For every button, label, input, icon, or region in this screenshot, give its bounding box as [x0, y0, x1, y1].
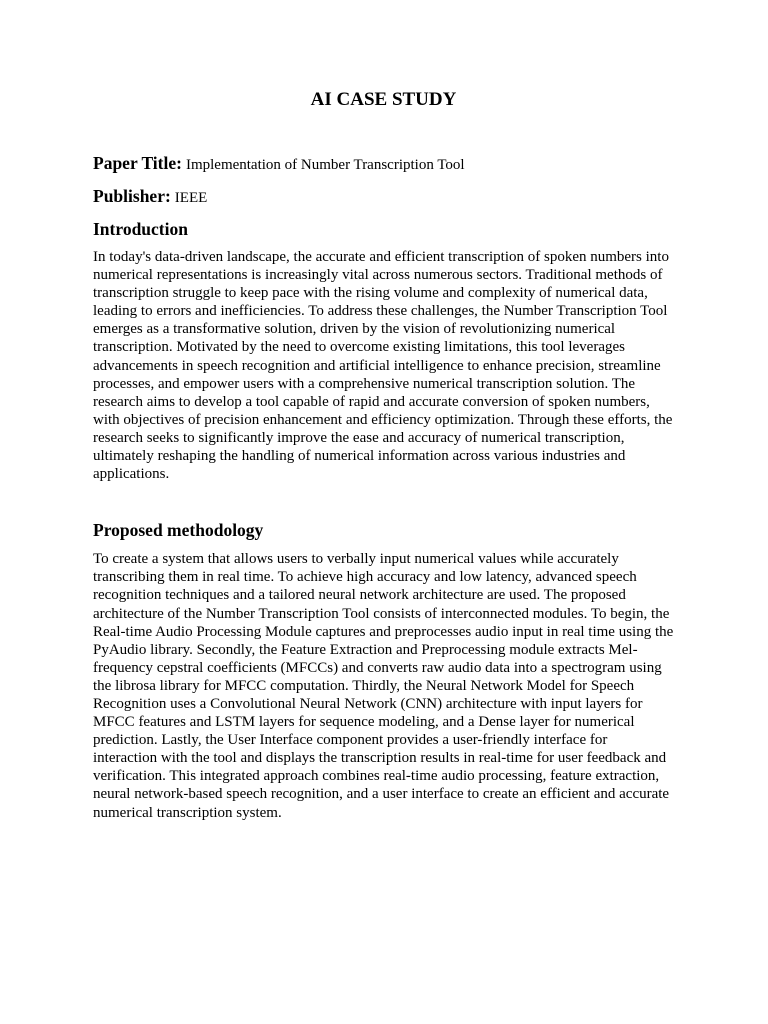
paper-title-label: Paper Title:: [93, 153, 182, 173]
document-title: AI CASE STUDY: [310, 89, 457, 110]
introduction-heading: Introduction: [93, 219, 188, 239]
publisher-label: Publisher:: [93, 186, 171, 206]
methodology-paragraph: To create a system that allows users to verbally input numerical values while accurately transcribing them in real time. To achieve high accuracy and low latency, advanced speech recognition techniques and a tailored neural network architecture are used. The proposed architecture of the Number Transcription Tool consists of interconnected modules. To begin, the Real-time Audio Processing Module captures and preprocesses audio input in real time using the PyAudio library. Secondly, the Feature Extraction and Preprocessing module extracts Mel-frequency cepstral coefficients (MFCCs) and converts raw audio data into a spectrogram using the librosa library for MFCC computation. Thirdly, the Neural Network Model for Speech Recognition uses a Convolutional Neural Network (CNN) architecture with input layers for MFCC features and LSTM layers for sequence modeling, and a Dense layer for numerical prediction. Lastly, the User Interface component provides a user-friendly interface for interaction with the tool and displays the transcription results in real-time for user feedback and verification. This integrated approach combines real-time audio processing, feature extraction, neural network-based speech recognition, and a user interface to create an efficient and accurate numerical transcription system.: [93, 551, 674, 821]
publisher-line: [93, 185, 674, 209]
publisher-value: IEEE: [174, 190, 208, 206]
methodology-heading: Proposed methodology: [93, 520, 264, 541]
introduction-paragraph: In today's data-driven landscape, the accurate and efficient transcription of spoken numbers into numerical representations is increasingly vital across numerous sectors. Traditional methods of transcription struggle to keep pace with the rising volume and complexity of numerical data, leading to errors and inefficiencies. To address these challenges, the Number Transcription Tool emerges as a transformative solution, driven by the vision of revolutionizing numerical transcription. Motivated by the need to overcome existing limitations, this tool leverages advancements in speech recognition and artificial intelligence to enhance precision, streamline processes, and empower users with a comprehensive numerical transcription solution. The research aims to develop a tool capable of rapid and accurate conversion of spoken numbers, with objectives of precision enhancement and efficiency optimization. Through these efforts, the research seeks to significantly improve the ease and accuracy of numerical transcription, ultimately reshaping the handling of numerical information across various industries and applications.: [93, 249, 673, 483]
paper-title-value: Implementation of Number Transcription Tool: [185, 157, 465, 173]
paper-title-line: [93, 152, 674, 176]
